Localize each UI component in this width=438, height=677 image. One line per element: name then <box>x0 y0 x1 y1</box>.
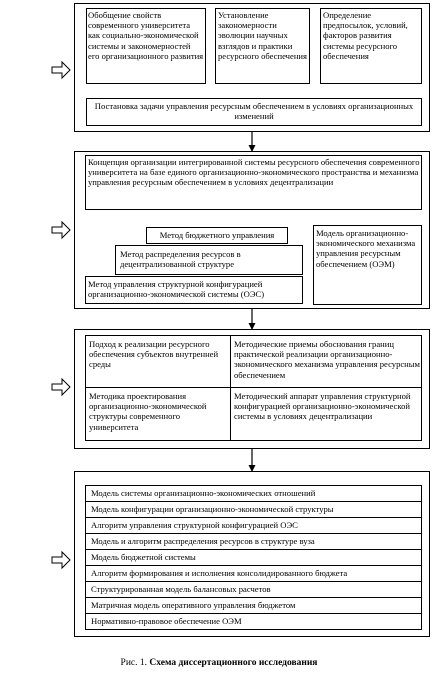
side-arrow-2 <box>52 222 70 238</box>
block4-item-3: Алгоритм управления структурной конфигурацией ОЭС <box>85 517 422 534</box>
block2-resource-method-text: Метод распределения ресурсов в децентрализованной структуре <box>120 249 241 270</box>
side-arrow-4 <box>52 552 70 568</box>
block4-item-4: Модель и алгоритм распределения ресурсов в структуре вуза <box>85 533 422 550</box>
block3-cell-4: Методический аппарат управления структурной конфигурацией организационно-экономической системы в условиях децентрализации <box>234 391 411 422</box>
block3-cell-2: Методические приемы обоснования границ практической реализации организационно-экономического механизма управления ресурсным обеспечением <box>234 339 420 380</box>
block4-item-7: Структурированная модель балансовых расчетов <box>85 581 422 598</box>
block1-box-3-text: Определение предпосылок, условий, факторов развития системы ресурсного обеспечения <box>323 10 408 61</box>
block4-item-8: Матричная модель оперативного управления бюджетом <box>85 597 422 614</box>
block2-config-method-text: Метод управления структурной конфигурацией организационно-экономической системы (ОЭС) <box>88 279 265 300</box>
block4-item-6: Алгоритм формирования и исполнения консолидированного бюджета <box>85 565 422 582</box>
block1-box-2-text: Установление закономерности эволюции научных взглядов и практики ресурсного обеспечения <box>218 10 307 61</box>
block4-item-5: Модель бюджетной системы <box>85 549 422 566</box>
block4-item-1: Модель системы организационно-экономических отношений <box>85 485 422 502</box>
block2-concept-text: Концепция организации интегрированной системы ресурсного обеспечения современного университета на базе единого организационно-экономического пространства и механизма управления ресурсным обеспечением в условиях децентрализации <box>88 157 420 188</box>
block2-budget-method-text: Метод бюджетного управления <box>159 230 275 240</box>
block4-item-9: Нормативно-правовое обеспечение ОЭМ <box>85 613 422 630</box>
block1-box-1-text: Обобщение свойств современного университета как социально-экономической системы и закономерностей его организационного развития <box>88 10 204 61</box>
block1-bottom-text: Постановка задачи управления ресурсным обеспечением в условиях организационных изменений <box>94 101 414 122</box>
side-arrow-3 <box>52 379 70 395</box>
block3-cell-1: Подход к реализации ресурсного обеспечения субъектов внутренней среды <box>89 339 219 370</box>
block4-item-2: Модель конфигурации организационно-экономической структуры <box>85 501 422 518</box>
block3-cell-3: Методика проектирования организационно-экономической структуры современного университета <box>89 391 207 432</box>
side-arrow-1 <box>52 62 70 78</box>
caption-title: Схема диссертационного исследования <box>149 658 318 668</box>
block3-vertical-divider <box>230 335 231 441</box>
caption-prefix: Рис. 1. <box>120 658 150 668</box>
block2-model-text: Модель организационно-экономического механизма управления ресурсным обеспечением (ОЭМ) <box>316 228 416 269</box>
block3-horizontal-divider <box>85 387 422 388</box>
figure-caption <box>0 657 438 669</box>
